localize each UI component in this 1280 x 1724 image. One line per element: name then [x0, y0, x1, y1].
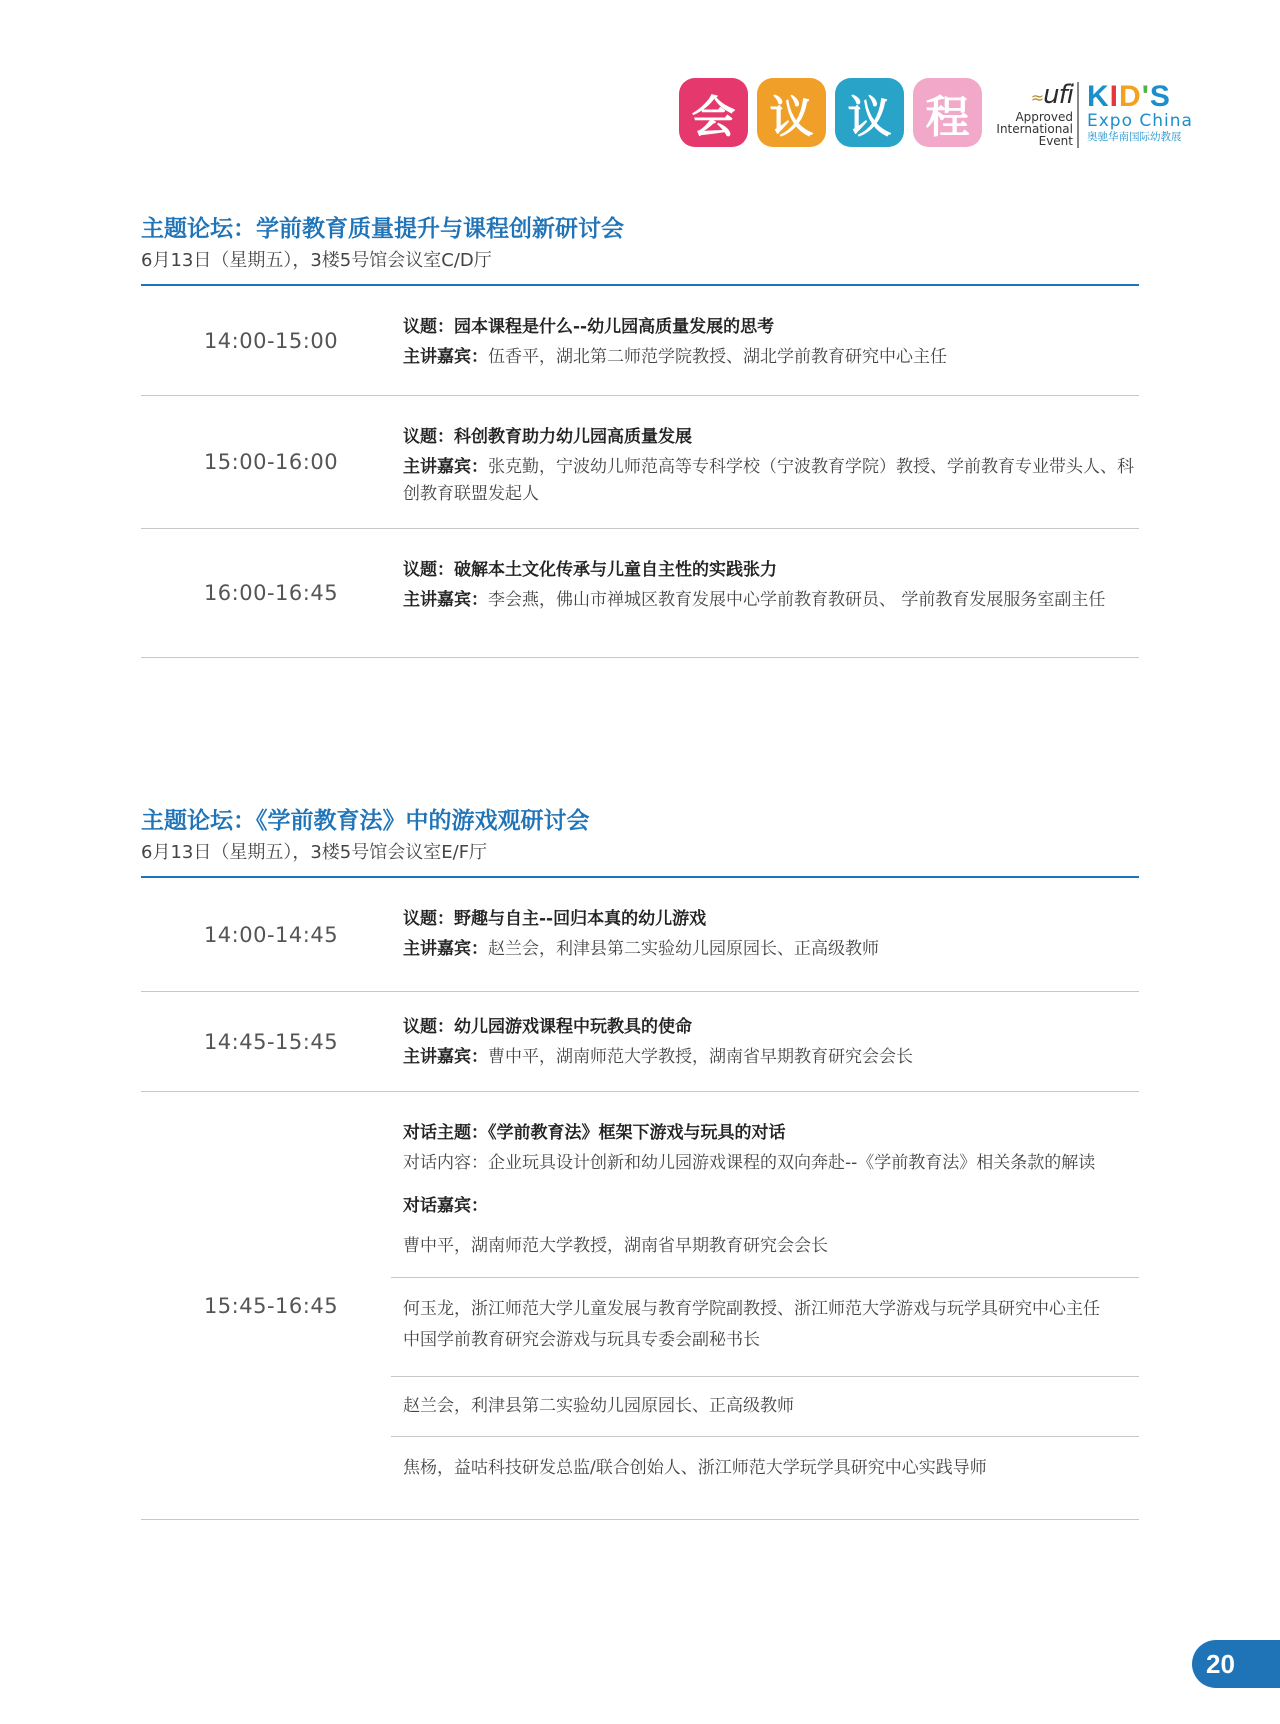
forum-title: 主题论坛：学前教育质量提升与课程创新研讨会	[141, 216, 624, 242]
ufi-mark-text: ufi	[1043, 80, 1073, 110]
ufi-line-1: Approved	[1015, 110, 1073, 124]
speaker-label: 主讲嘉宾：	[403, 939, 488, 959]
ufi-logo	[991, 82, 1073, 152]
topic-label: 议题：	[403, 909, 454, 929]
agenda-row	[141, 286, 1139, 396]
topic-text: 园本课程是什么--幼儿园高质量发展的思考	[454, 317, 775, 337]
agenda-row	[141, 992, 1139, 1092]
page-number: 20	[1192, 1640, 1280, 1688]
kids-expo-logo	[1087, 82, 1217, 144]
speaker-text: 伍香平，湖北第二师范学院教授、湖北学前教育研究中心主任	[488, 347, 947, 367]
dialog-guest-item	[391, 1436, 1139, 1496]
title-tile-1: 会	[679, 78, 748, 147]
kids-wordmark	[1087, 82, 1217, 112]
forum-title: 主题论坛：《学前教育法》中的游戏观研讨会	[141, 808, 590, 834]
session-time: 14:00-14:45	[203, 922, 339, 947]
ufi-swoosh-icon: ≈	[1030, 88, 1044, 107]
dialog-row	[141, 1092, 1139, 1520]
kids-letter: I	[1109, 80, 1120, 113]
topic-text: 幼儿园游戏课程中玩教具的使命	[454, 1017, 692, 1037]
dialog-guest-item	[391, 1376, 1139, 1436]
forum-section-2	[141, 806, 1139, 1520]
dialog-guests-label: 对话嘉宾：	[403, 1196, 488, 1216]
session-time: 15:45-16:45	[203, 1293, 339, 1318]
forum-subtitle: 6月13日（星期五），3楼5号馆会议室C/D厅	[141, 250, 492, 271]
session-time: 14:00-15:00	[203, 328, 339, 353]
speaker-text: 赵兰会，利津县第二实验幼儿园原园长、正高级教师	[488, 939, 879, 959]
dialog-guest: 曹中平，湖南师范大学教授，湖南省早期教育研究会会长	[403, 1236, 828, 1256]
kids-letter: K	[1087, 80, 1110, 113]
title-tile-4: 程	[913, 78, 982, 147]
dialog-guest: 中国学前教育研究会游戏与玩具专委会副秘书长	[403, 1330, 760, 1350]
session-time: 15:00-16:00	[203, 450, 339, 474]
ufi-line-3: Event	[1038, 134, 1073, 148]
forum-subtitle: 6月13日（星期五），3楼5号馆会议室E/F厅	[141, 842, 488, 863]
speaker-label: 主讲嘉宾：	[403, 1047, 488, 1067]
dialog-content: 对话内容：企业玩具设计创新和幼儿园游戏课程的双向奔赴--《学前教育法》相关条款的解读	[403, 1153, 1096, 1173]
speaker-label: 主讲嘉宾：	[403, 590, 488, 610]
topic-text: 野趣与自主--回归本真的幼儿游戏	[454, 909, 707, 929]
agenda-row	[141, 529, 1139, 658]
dialog-guest: 赵兰会，利津县第二实验幼儿园原园长、正高级教师	[403, 1396, 794, 1416]
dialog-theme-label: 对话主题：	[403, 1123, 488, 1143]
page-header	[679, 78, 1229, 154]
kids-cn-text: 奥驰华南国际幼教展	[1087, 131, 1182, 143]
agenda-row	[141, 396, 1139, 529]
agenda-title	[679, 78, 982, 147]
dialog-guest-item	[391, 1277, 1139, 1376]
dialog-theme-text: 《学前教育法》框架下游戏与玩具的对话	[488, 1123, 786, 1143]
topic-label: 议题：	[403, 1017, 454, 1037]
title-tile-2: 议	[757, 78, 826, 147]
speaker-text: 曹中平，湖南师范大学教授，湖南省早期教育研究会会长	[488, 1047, 913, 1067]
forum-section-1	[141, 214, 1139, 658]
topic-text: 破解本土文化传承与儿童自主性的实践张力	[454, 560, 777, 580]
dialog-guest: 何玉龙，浙江师范大学儿童发展与教育学院副教授、浙江师范大学游戏与玩学具研究中心主任	[403, 1299, 1100, 1319]
ufi-line-2: International	[996, 122, 1073, 136]
speaker-text: 李会燕，佛山市禅城区教育发展中心学前教育教研员、 学前教育发展服务室副主任	[488, 590, 1106, 610]
topic-text: 科创教育助力幼儿园高质量发展	[454, 427, 692, 447]
topic-label: 议题：	[403, 427, 454, 447]
logo-divider	[1077, 82, 1079, 148]
kids-letter: S	[1149, 80, 1171, 113]
kids-letter: D	[1119, 80, 1142, 113]
dialog-guest: 焦杨，益咕科技研发总监/联合创始人、浙江师范大学玩学具研究中心实践导师	[403, 1458, 987, 1478]
title-tile-3: 议	[835, 78, 904, 147]
agenda-row	[141, 878, 1139, 992]
topic-label: 议题：	[403, 317, 454, 337]
speaker-label: 主讲嘉宾：	[403, 457, 488, 477]
session-time: 14:45-15:45	[203, 1029, 339, 1054]
kids-expo-text: Expo China	[1087, 111, 1193, 131]
speaker-text: 张克勤，宁波幼儿师范高等专科学校（宁波教育学院）教授、学前教育专业带头人、科创教育联盟发起人	[403, 457, 1134, 504]
session-time: 16:00-16:45	[203, 581, 339, 605]
topic-label: 议题：	[403, 560, 454, 580]
kids-letter: '	[1141, 80, 1150, 113]
speaker-label: 主讲嘉宾：	[403, 347, 488, 367]
